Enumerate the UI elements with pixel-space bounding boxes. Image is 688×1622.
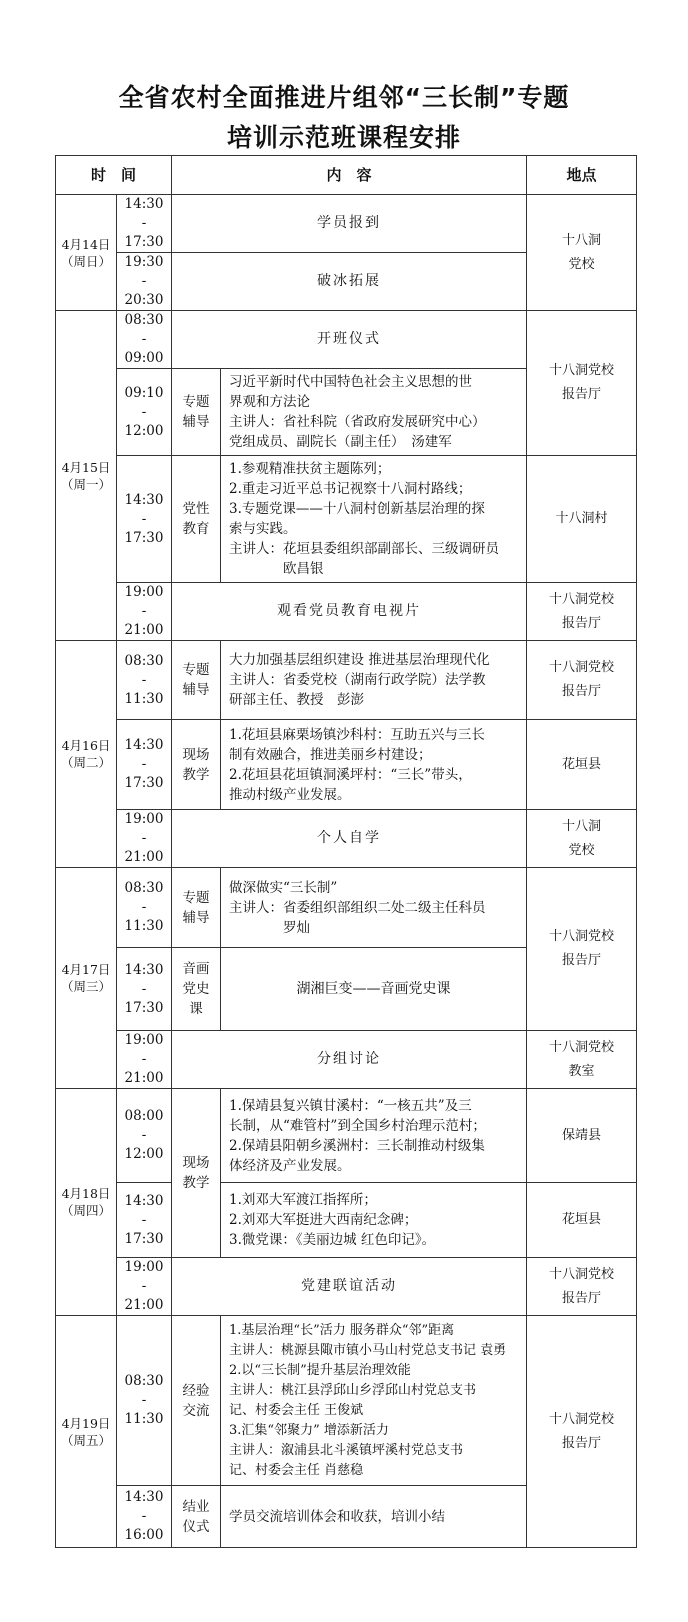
time-cell: 19:00 - 21:00 (117, 810, 172, 868)
header-place: 地点 (527, 156, 637, 195)
content-cell: 学员报到 (172, 195, 527, 253)
table-row (56, 1089, 637, 1183)
type-cell: 经验 交流 (172, 1316, 221, 1486)
content-cell: 1.参观精准扶贫主题陈列； 2.重走习近平总书记视察十八洞村路线； 3.专题党课——十八洞村创新基层治理的探 索与实践。 主讲人：花垣县委组织部副部长、三级调研员 欧昌银 (221, 456, 527, 583)
place-cell: 保靖县 (527, 1089, 637, 1183)
time-cell: 19:00 - 21:00 (117, 1258, 172, 1316)
time-cell: 08:30 - 11:30 (117, 1316, 172, 1486)
table-row (56, 583, 637, 641)
date-cell: 4月15日 （周一） (56, 311, 117, 641)
date-cell: 4月14日 （周日） (56, 195, 117, 311)
header-row (56, 156, 637, 195)
content-cell: 1.花垣县麻栗场镇沙科村：互助五兴与三长 制有效融合，推进美丽乡村建设； 2.花垣县花垣镇洞溪坪村：“三长”带头， 推动村级产业发展。 (221, 720, 527, 810)
place-cell: 花垣县 (527, 1183, 637, 1258)
type-cell: 专题 辅导 (172, 641, 221, 720)
table-row (56, 868, 637, 948)
date-cell: 4月18日 （周四） (56, 1089, 117, 1316)
content-cell: 1.保靖县复兴镇甘溪村：“一核五共”及三 长制，从“难管村”到全国乡村治理示范村； 2.保靖县阳朝乡溪洲村：三长制推动村级集 体经济及产业发展。 (221, 1089, 527, 1183)
title-line-1: 全省农村全面推进片组邻“三长制”专题 (118, 83, 570, 112)
type-cell: 现场 教学 (172, 720, 221, 810)
schedule-table (55, 155, 637, 1548)
time-cell: 19:00 - 21:00 (117, 583, 172, 641)
table-row (56, 1258, 637, 1316)
time-cell: 14:30 - 17:30 (117, 948, 172, 1031)
table-row (56, 1031, 637, 1089)
type-cell: 结业 仪式 (172, 1486, 221, 1548)
header-content: 内 容 (172, 156, 527, 195)
place-cell: 十八洞党校 报告厅 (527, 1258, 637, 1316)
type-cell: 现场 教学 (172, 1089, 221, 1258)
date-cell: 4月17日 （周三） (56, 868, 117, 1089)
date-cell: 4月16日 （周二） (56, 641, 117, 868)
header-time: 时 间 (56, 156, 172, 195)
table-row (56, 1183, 637, 1258)
time-cell: 08:30 - 11:30 (117, 641, 172, 720)
table-row (56, 810, 637, 868)
type-cell: 音画 党史 课 (172, 948, 221, 1031)
place-cell: 十八洞 党校 (527, 810, 637, 868)
content-cell: 破冰拓展 (172, 253, 527, 311)
type-cell: 专题 辅导 (172, 868, 221, 948)
table-row (56, 311, 637, 369)
time-cell: 08:30 - 09:00 (117, 311, 172, 369)
time-cell: 19:30 - 20:30 (117, 253, 172, 311)
content-cell: 观看党员教育电视片 (172, 583, 527, 641)
table-row (56, 641, 637, 720)
place-cell: 十八洞党校 报告厅 (527, 1316, 637, 1548)
table-row (56, 456, 637, 583)
title-line-2: 培训示范班课程安排 (226, 123, 461, 152)
time-cell: 09:10 - 12:00 (117, 369, 172, 456)
time-cell: 14:30 - 17:30 (117, 720, 172, 810)
table-row (56, 1316, 637, 1486)
content-cell: 个人自学 (172, 810, 527, 868)
content-cell: 湖湘巨变——音画党史课 (221, 948, 527, 1031)
type-cell: 党性 教育 (172, 456, 221, 583)
place-cell: 十八洞党校 报告厅 (527, 311, 637, 456)
content-cell: 习近平新时代中国特色社会主义思想的世 界观和方法论 主讲人：省社科院（省政府发展研究中心） 党组成员、副院长（副主任） 汤建军 (221, 369, 527, 456)
place-cell: 十八洞党校 报告厅 (527, 641, 637, 720)
time-cell: 14:30 - 17:30 (117, 1183, 172, 1258)
place-cell: 十八洞党校 报告厅 (527, 868, 637, 1031)
time-cell: 14:30 - 16:00 (117, 1486, 172, 1548)
time-cell: 19:00 - 21:00 (117, 1031, 172, 1089)
content-cell: 做深做实“三长制” 主讲人：省委组织部组织二处二级主任科员 罗灿 (221, 868, 527, 948)
table-row (56, 720, 637, 810)
time-cell: 14:30 - 17:30 (117, 195, 172, 253)
time-cell: 08:00 - 12:00 (117, 1089, 172, 1183)
place-cell: 十八洞 党校 (527, 195, 637, 311)
place-cell: 花垣县 (527, 720, 637, 810)
content-cell: 1.基层治理“长”活力 服务群众“邻”距离 主讲人：桃源县陬市镇小马山村党总支书记 袁勇 2.以“三长制”提升基层治理效能 主讲人：桃江县浮邱山乡浮邱山村党总支书 记、村委会主任 王俊斌 3.汇集“邻聚力” 增添新活力 主讲人：溆浦县北斗溪镇坪溪村党总支书 记、村委会主任 肖慈稳 (221, 1316, 527, 1486)
place-cell: 十八洞党校 教室 (527, 1031, 637, 1089)
content-cell: 分组讨论 (172, 1031, 527, 1089)
content-cell: 党建联谊活动 (172, 1258, 527, 1316)
date-cell: 4月19日 （周五） (56, 1316, 117, 1548)
table-row (56, 195, 637, 253)
type-cell: 专题 辅导 (172, 369, 221, 456)
place-cell: 十八洞党校 报告厅 (527, 583, 637, 641)
content-cell: 1.刘邓大军渡江指挥所； 2.刘邓大军挺进大西南纪念碑； 3.微党课：《美丽边城 红色印记》。 (221, 1183, 527, 1258)
place-cell: 十八洞村 (527, 456, 637, 583)
time-cell: 08:30 - 11:30 (117, 868, 172, 948)
content-cell: 学员交流培训体会和收获，培训小结 (221, 1486, 527, 1548)
content-cell: 大力加强基层组织建设 推进基层治理现代化 主讲人：省委党校（湖南行政学院）法学教 研部主任、教授 彭澎 (221, 641, 527, 720)
content-cell: 开班仪式 (172, 311, 527, 369)
time-cell: 14:30 - 17:30 (117, 456, 172, 583)
